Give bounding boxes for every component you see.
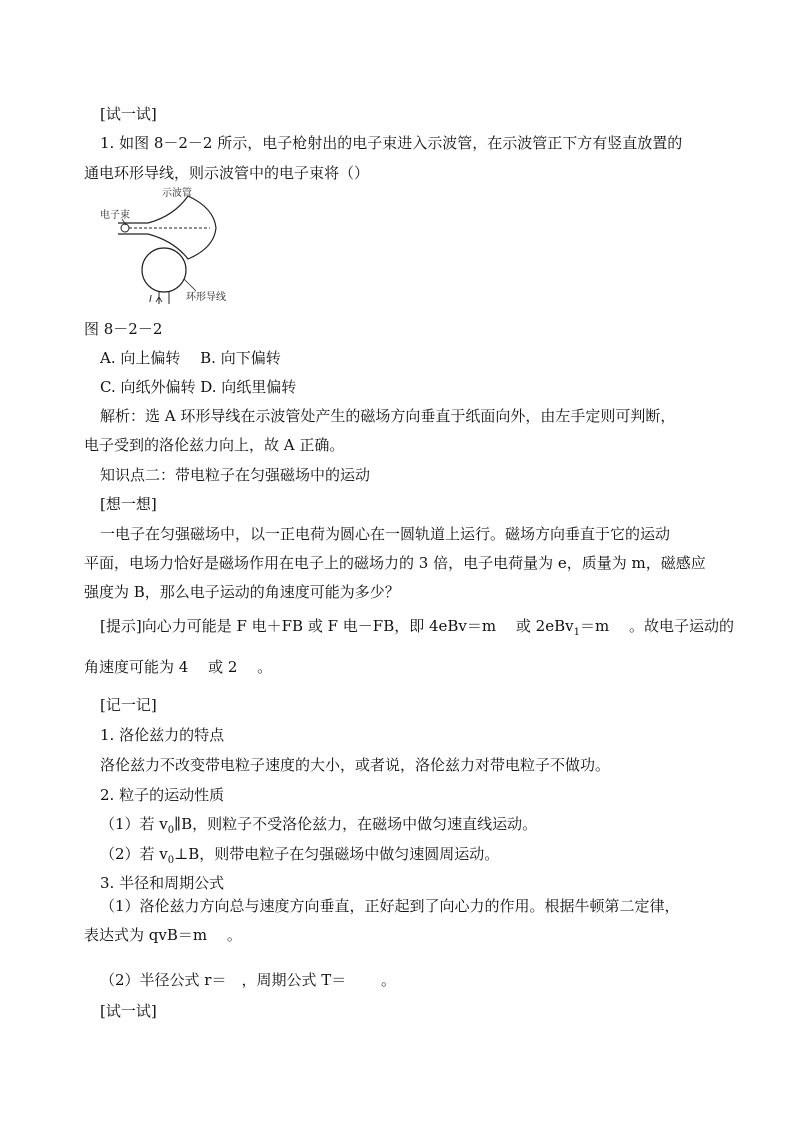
point-3-item-2: （2）半径公式 r＝ ，周期公式 T＝ 。 [100, 971, 397, 989]
label-tube: 示波管 [162, 188, 192, 199]
point-2-item-1: （1）若 $v_0\parallel B$，则粒子不受洛伦兹力，在磁场中做匀速直线运动。 [100, 815, 538, 836]
point-1-text: 洛伦兹力不改变带电粒子速度的大小，或者说，洛伦兹力对带电粒子不做功。 [100, 756, 611, 774]
hint-text-cont: 角速度可能为 4 或 2 。 [84, 658, 273, 676]
ring-wire [142, 248, 186, 292]
point-2-item-2: （2）若 $v_0\perp B$，则带电粒子在匀强磁场中做匀速圆周运动。 [100, 845, 500, 866]
section-heading-try-2: [试一试] [100, 1002, 157, 1020]
point-1-heading: 1. 洛伦兹力的特点 [100, 726, 225, 744]
option-c-d: C. 向纸外偏转 D. 向纸里偏转 [100, 378, 297, 396]
section-heading-think: [想一想] [100, 495, 157, 513]
label-beam: 电子束 [100, 210, 130, 221]
analysis-text: 解析：选 A 环形导线在示波管处产生的磁场方向垂直于纸面向外，由左手定则可判断， [100, 407, 676, 425]
point-3-item-1-cont: 表达式为 qvB＝m 。 [84, 926, 242, 944]
section-heading-remember: [记一记] [100, 696, 157, 714]
option-a-b: A. 向上偏转 B. 向下偏转 [100, 349, 281, 367]
electron-gun [121, 224, 129, 232]
point-2-heading: 2. 粒子的运动性质 [100, 786, 225, 804]
point-3-item-1: （1）洛伦兹力方向总与速度方向垂直，正好起到了向心力的作用。根据牛顿第二定律， [100, 897, 680, 915]
hint-text: [提示]向心力可能是 F 电＋FB 或 F 电－FB，即 4eBv＝m 或 2eBv$_1$＝m 。故电子运动的 [100, 617, 734, 638]
figure-oscilloscope-tube [96, 186, 236, 304]
section-heading-try: [试一试] [100, 105, 157, 123]
knowledge-point-2: 知识点二：带电粒子在匀强磁场中的运动 [100, 466, 371, 484]
figure-diagram [96, 186, 236, 304]
analysis-text-cont: 电子受到的洛伦兹力向上，故 A 正确。 [84, 436, 345, 454]
figure-caption: 图 8－2－2 [84, 320, 163, 338]
label-current: I [149, 294, 152, 304]
think-text-cont-2: 强度为 B，那么电子运动的角速度可能为多少？ [84, 583, 400, 601]
question-1-text: 1. 如图 8－2－2 所示，电子枪射出的电子束进入示波管，在示波管正下方有竖直放置的 [100, 134, 683, 152]
question-1-text-cont: 通电环形导线，则示波管中的电子束将（） [84, 164, 370, 182]
point-3-heading: 3. 半径和周期公式 [100, 874, 225, 892]
think-text-cont-1: 平面，电场力恰好是磁场作用在电子上的磁场力的 3 倍，电子电荷量为 e，质量为 m，磁感应 [84, 554, 706, 572]
label-loop: 环形导线 [186, 292, 226, 303]
think-text: 一电子在匀强磁场中，以一正电荷为圆心在一圆轨道上运行。磁场方向垂直于它的运动 [100, 525, 671, 543]
